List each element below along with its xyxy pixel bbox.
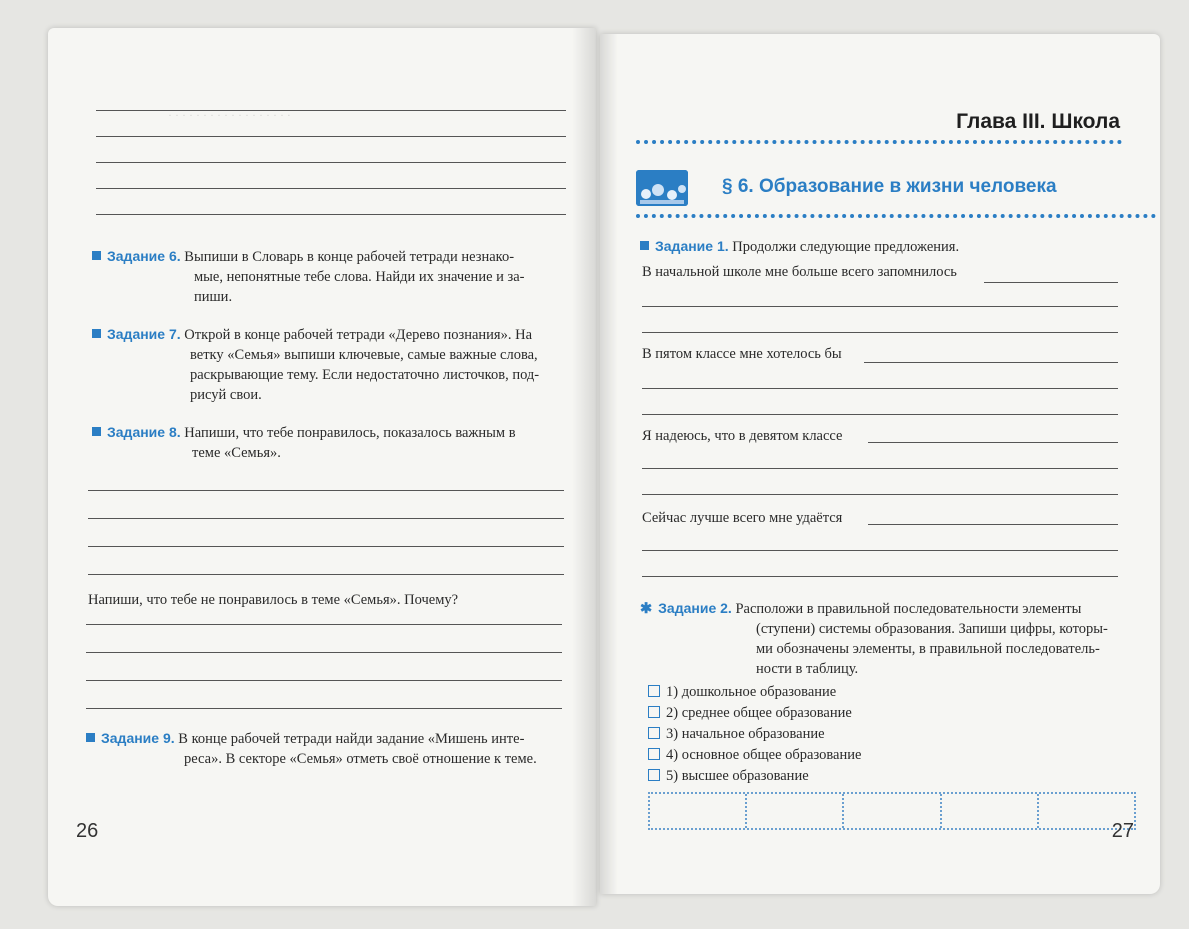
- task-label: Задание 8.: [107, 424, 181, 440]
- task-text: ности в таблицу.: [756, 661, 859, 677]
- writing-line[interactable]: [88, 574, 564, 575]
- page-number: 27: [1111, 820, 1134, 842]
- task-text: Выпиши в Словарь в конце рабочей тетради незнако-: [184, 249, 515, 265]
- option-item: [648, 682, 836, 702]
- section-picture-icon: [636, 170, 688, 206]
- writing-line[interactable]: [96, 110, 566, 111]
- task-text: (ступени) системы образования. Запиши цифры, которы-: [756, 621, 1108, 637]
- writing-line[interactable]: [96, 162, 566, 163]
- task-label: Задание 2.: [658, 600, 732, 616]
- dislike-prompt: Напиши, что тебе не понравилось в теме «Семья». Почему?: [88, 592, 459, 608]
- option-item: [648, 766, 809, 786]
- task-text: пиши.: [194, 289, 233, 305]
- asterisk-icon: ✱: [640, 601, 653, 617]
- task-9: [86, 728, 576, 769]
- answer-cell[interactable]: [942, 794, 1039, 828]
- writing-line[interactable]: [88, 490, 564, 491]
- option-item: [648, 745, 861, 765]
- writing-line[interactable]: [88, 546, 564, 547]
- task-text: В конце рабочей тетради найди задание «Мишень инте-: [178, 731, 525, 747]
- answer-cell[interactable]: [747, 794, 844, 828]
- task-1: [640, 236, 1140, 257]
- answer-cell[interactable]: [650, 794, 747, 828]
- writing-line[interactable]: [88, 518, 564, 519]
- task-marker-icon: [640, 241, 649, 250]
- checkbox-icon[interactable]: [648, 706, 660, 718]
- page-number: 26: [76, 820, 99, 842]
- writing-line[interactable]: [86, 652, 562, 653]
- page-gutter-shadow: [572, 28, 596, 906]
- task-2: [640, 598, 1140, 679]
- task-text: ветку «Семья» выпиши ключевые, самые важные слова,: [190, 347, 538, 363]
- writing-line[interactable]: [96, 214, 566, 215]
- writing-line[interactable]: [642, 306, 1118, 307]
- writing-line[interactable]: [642, 576, 1118, 577]
- writing-line[interactable]: [642, 468, 1118, 469]
- sentence-prompt: Я надеюсь, что в девятом классе: [642, 428, 843, 444]
- task-text: реса». В секторе «Семья» отметь своё отношение к теме.: [184, 751, 537, 767]
- writing-line[interactable]: [96, 188, 566, 189]
- option-label: 2) среднее общее образование: [666, 705, 852, 721]
- task-text: Продолжи следующие предложения.: [732, 239, 960, 255]
- answer-cell[interactable]: [844, 794, 941, 828]
- page-gutter-shadow: [600, 34, 618, 894]
- task-label: Задание 7.: [107, 326, 181, 342]
- option-label: 1) дошкольное образование: [666, 684, 837, 700]
- task-text: мые, непонятные тебе слова. Найди их значение и за-: [194, 269, 525, 285]
- writing-line[interactable]: [86, 624, 562, 625]
- task-marker-icon: [86, 733, 95, 742]
- option-item: [648, 703, 852, 723]
- writing-line[interactable]: [86, 680, 562, 681]
- answer-table: [648, 792, 1136, 830]
- writing-line[interactable]: [642, 388, 1118, 389]
- task-label: Задание 1.: [655, 238, 729, 254]
- task-6: [92, 246, 572, 307]
- task-text: рисуй свои.: [190, 387, 262, 403]
- writing-line[interactable]: [642, 414, 1118, 415]
- right-page: [600, 34, 1160, 894]
- task-label: Задание 6.: [107, 248, 181, 264]
- task-marker-icon: [92, 251, 101, 260]
- task-marker-icon: [92, 427, 101, 436]
- checkbox-icon[interactable]: [648, 685, 660, 697]
- writing-line[interactable]: [642, 494, 1118, 495]
- writing-line[interactable]: [642, 550, 1118, 551]
- option-item: [648, 724, 825, 744]
- writing-line[interactable]: [984, 282, 1118, 283]
- section-title: § 6. Образование в жизни человека: [722, 176, 1057, 197]
- task-marker-icon: [92, 329, 101, 338]
- task-text: ми обозначены элементы, в правильной последователь-: [756, 641, 1100, 657]
- option-label: 5) высшее образование: [666, 768, 809, 784]
- sentence-prompt: В пятом классе мне хотелось бы: [642, 346, 842, 362]
- sentence-prompt: Сейчас лучше всего мне удаётся: [642, 510, 843, 526]
- task-label: Задание 9.: [101, 730, 175, 746]
- writing-line[interactable]: [868, 524, 1118, 525]
- bleed-through: · · · · · · · · · · · · · · · · · ·: [168, 108, 291, 122]
- option-label: 4) основное общее образование: [666, 747, 862, 763]
- option-label: 3) начальное образование: [666, 726, 825, 742]
- task-8: [92, 422, 572, 463]
- task-text: раскрывающие тему. Если недостаточно листочков, под-: [190, 367, 540, 383]
- task-text: Открой в конце рабочей тетради «Дерево познания». На: [184, 327, 533, 343]
- task-text: Расположи в правильной последовательности элементы: [735, 601, 1082, 617]
- task-text: Напиши, что тебе понравилось, показалось важным в: [184, 425, 516, 441]
- checkbox-icon[interactable]: [648, 769, 660, 781]
- checkbox-icon[interactable]: [648, 727, 660, 739]
- task-7: [92, 324, 572, 405]
- writing-line[interactable]: [96, 136, 566, 137]
- dotted-divider: [636, 214, 1156, 218]
- checkbox-icon[interactable]: [648, 748, 660, 760]
- writing-line[interactable]: [86, 708, 562, 709]
- writing-line[interactable]: [642, 332, 1118, 333]
- task-text: теме «Семья».: [192, 445, 281, 461]
- left-page: [48, 28, 596, 906]
- dotted-divider: [636, 140, 1122, 144]
- writing-line[interactable]: [868, 442, 1118, 443]
- writing-line[interactable]: [864, 362, 1118, 363]
- sentence-prompt: В начальной школе мне больше всего запомнилось: [642, 264, 957, 280]
- chapter-title: Глава III. Школа: [956, 110, 1120, 133]
